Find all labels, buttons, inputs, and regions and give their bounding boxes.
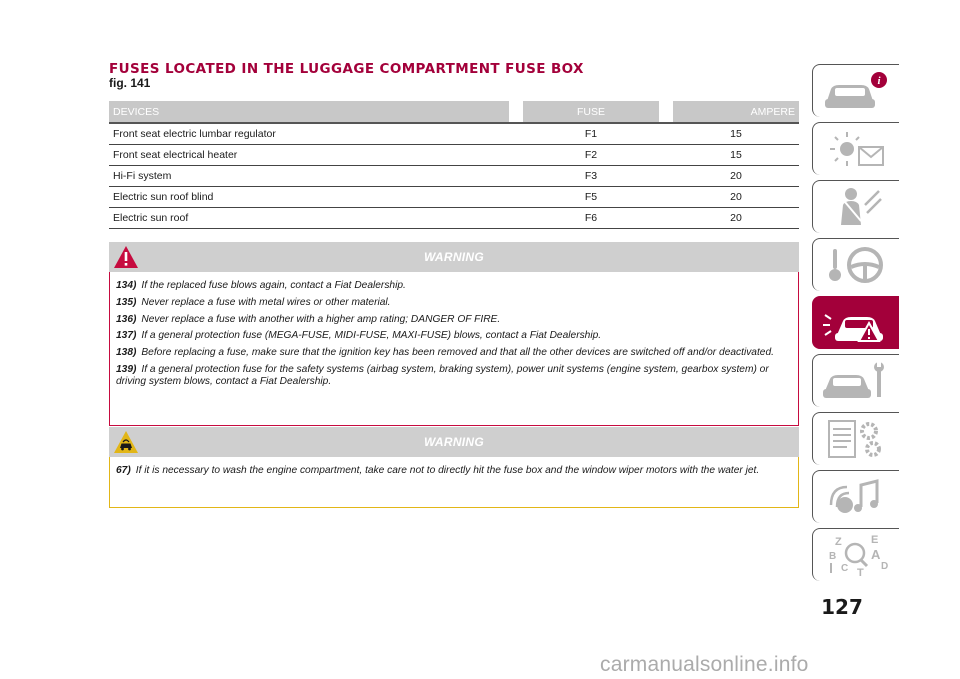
fuse-table [109, 101, 799, 229]
caution-warning-box [109, 427, 799, 508]
ampere-cell: 15 [673, 145, 799, 166]
warning-number: 137) [116, 330, 137, 342]
column-gap [659, 101, 673, 124]
warning-body [109, 272, 799, 426]
fuse-cell: F1 [523, 124, 659, 145]
device-cell: Electric sun roof blind [109, 187, 509, 208]
warning-number: 67) [116, 465, 131, 476]
warning-text: If a general protection fuse for the safety systems (airbag system, braking system), power unit systems (engine system, gearbox system) or driving system blows, contact a Fiat Dealership. [116, 363, 769, 388]
device-cell: Hi-Fi system [109, 166, 509, 187]
table-row [109, 208, 799, 229]
fuse-cell: F3 [523, 166, 659, 187]
steering-wheel-icon [821, 243, 891, 287]
device-cell: Front seat electric lumbar regulator [109, 124, 509, 145]
warning-text: Never replace a fuse with metal wires or other material. [141, 296, 391, 308]
column-gap [509, 101, 523, 124]
safety-airbag-icon [821, 185, 891, 229]
tab-technical-data[interactable] [812, 412, 899, 465]
spacer-cell [659, 145, 673, 166]
device-cell: Electric sun roof [109, 208, 509, 229]
tab-index[interactable] [812, 528, 899, 581]
spacer-cell [659, 187, 673, 208]
tab-emergency[interactable] [812, 296, 899, 349]
warning-text: Never replace a fuse with another with a higher amp rating; DANGER OF FIRE. [141, 313, 501, 325]
warning-number: 139) [116, 363, 137, 375]
danger-triangle-icon [113, 245, 139, 269]
warning-lights-icon [821, 127, 891, 171]
technical-data-icon [821, 417, 891, 461]
warning-number: 134) [116, 280, 137, 291]
device-cell: Front seat electrical heater [109, 145, 509, 166]
warning-item [116, 314, 792, 327]
multimedia-icon [821, 475, 891, 519]
ampere-cell: 20 [673, 166, 799, 187]
column-header-fuse: FUSE [523, 101, 659, 124]
warning-number: 136) [116, 313, 137, 325]
table-row [109, 124, 799, 145]
tab-multimedia[interactable] [812, 470, 899, 523]
spacer-cell [509, 187, 523, 208]
column-header-devices: DEVICES [109, 101, 509, 124]
tab-safety[interactable] [812, 180, 899, 233]
warning-item [116, 297, 792, 310]
warning-number: 138) [116, 347, 137, 359]
index-letter: T [857, 567, 864, 577]
column-header-ampere: AMPERE [673, 101, 799, 124]
warning-item [116, 280, 792, 293]
index-letter: D [881, 561, 889, 572]
index-letter: C [841, 563, 849, 574]
car-maintenance-icon [821, 359, 891, 403]
warning-header [109, 242, 799, 272]
ampere-cell: 15 [673, 124, 799, 145]
tab-maintenance[interactable] [812, 354, 899, 407]
page-title: FUSES LOCATED IN THE LUGGAGE COMPARTMENT FUSE BOX [109, 61, 584, 77]
spacer-cell [509, 208, 523, 229]
spacer-cell [659, 166, 673, 187]
car-info-icon [821, 69, 891, 113]
warning-item [116, 364, 792, 389]
danger-warning-box [109, 242, 799, 426]
index-letter: B [829, 551, 837, 562]
tab-warning-lights[interactable] [812, 122, 899, 175]
warning-item [116, 465, 792, 478]
tab-car-info[interactable] [812, 64, 899, 117]
spacer-cell [509, 145, 523, 166]
car-caution-triangle-icon [113, 430, 139, 454]
warning-item [116, 330, 792, 343]
fuse-cell: F2 [523, 145, 659, 166]
spacer-cell [659, 208, 673, 229]
table-header-row [109, 101, 799, 124]
fuse-cell: F5 [523, 187, 659, 208]
warning-item [116, 347, 792, 360]
warning-title: WARNING [423, 250, 485, 264]
figure-reference: fig. 141 [109, 76, 151, 90]
spacer-cell [509, 166, 523, 187]
index-icon [821, 533, 891, 577]
svg-text:i: i [877, 75, 881, 87]
page-number: 127 [821, 595, 863, 619]
index-letter: E [871, 534, 879, 546]
watermark: carmanualsonline.info [600, 653, 809, 676]
fuse-cell: F6 [523, 208, 659, 229]
warning-body [109, 457, 799, 508]
table-row [109, 166, 799, 187]
warning-text: If the replaced fuse blows again, contact a Fiat Dealership. [141, 280, 406, 291]
warning-number: 135) [116, 296, 137, 308]
ampere-cell: 20 [673, 208, 799, 229]
spacer-cell [509, 124, 523, 145]
warning-text: Before replacing a fuse, make sure that the ignition key has been removed and that all the other devices are switched off and/or deactivated. [141, 347, 774, 359]
ampere-cell: 20 [673, 187, 799, 208]
warning-text: If a general protection fuse (MEGA-FUSE, MIDI-FUSE, MAXI-FUSE) blows, contact a Fiat Dealership. [141, 330, 602, 342]
tab-steering[interactable] [812, 238, 899, 291]
table-row [109, 145, 799, 166]
spacer-cell [659, 124, 673, 145]
warning-title: WARNING [423, 435, 485, 449]
index-letter: A [871, 547, 881, 562]
index-letter: Z [835, 536, 842, 548]
table-row [109, 187, 799, 208]
emergency-icon [821, 301, 891, 345]
warning-text: If it is necessary to wash the engine compartment, take care not to directly hit the fuse box and the window wiper motors with the water jet. [135, 465, 760, 476]
warning-header [109, 427, 799, 457]
